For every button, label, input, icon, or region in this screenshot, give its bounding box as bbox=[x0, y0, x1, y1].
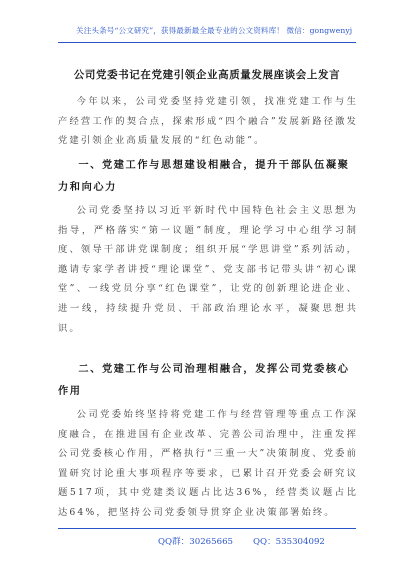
header-banner: 关注头条号“公文研究”，获得最新最全最专业的公文资料库！ 微信：gongwenyj bbox=[76, 26, 353, 35]
section-heading-2: 二、党建工作与公司治理相融合，发挥公司党委核心作用 bbox=[58, 363, 350, 397]
body-paragraph-1: 今年以来，公司党委坚持党建引领，找准党建工作与生产经营工作的契合点，探索形成“四个融合”发展新路径激发党建引领企业高质量发展的“红色动能”。 bbox=[58, 96, 358, 147]
header-divider bbox=[58, 42, 356, 43]
body-paragraph-3: 公司党委始终坚持将党建工作与经营管理等重点工作深度融合，在推进国有企业改革、完善公司治理中，注重发挥公司党委核心作用，严格执行“三重一大”决策制度、党委前置研究讨论重大事项程序等要求，已累计召开党委会研究议题517项，其中党建类议题占比达36%，经营类议题占比达64%，把坚持公司党委领导贯穿企业决策部署始终。 bbox=[58, 409, 358, 518]
document-title: 公司党委书记在党建引领企业高质量发展座谈会上发言 bbox=[73, 69, 341, 81]
footer-divider bbox=[58, 528, 356, 529]
footer-qq-number: QQ：535304092 bbox=[253, 537, 325, 547]
section-heading-1: 一、党建工作与思想建设相融合，提升干部队伍凝聚力和向心力 bbox=[58, 159, 350, 193]
body-paragraph-2: 公司党委坚持以习近平新时代中国特色社会主义思想为指导，严格落实“第一议题”制度，理论学习中心组学习制度、领导干部讲党课制度；组织开展“学思讲堂”系列活动，邀请专家学者讲授“理论课堂”、党支部书记带头讲“初心课堂”、一线党员分享“红色课堂”，让党的创新理论进企业、进一线，持续提升党员、干部政治理论水平，凝聚思想共识。 bbox=[58, 205, 358, 334]
footer-qq-group: QQ群：30265665 bbox=[158, 537, 234, 547]
